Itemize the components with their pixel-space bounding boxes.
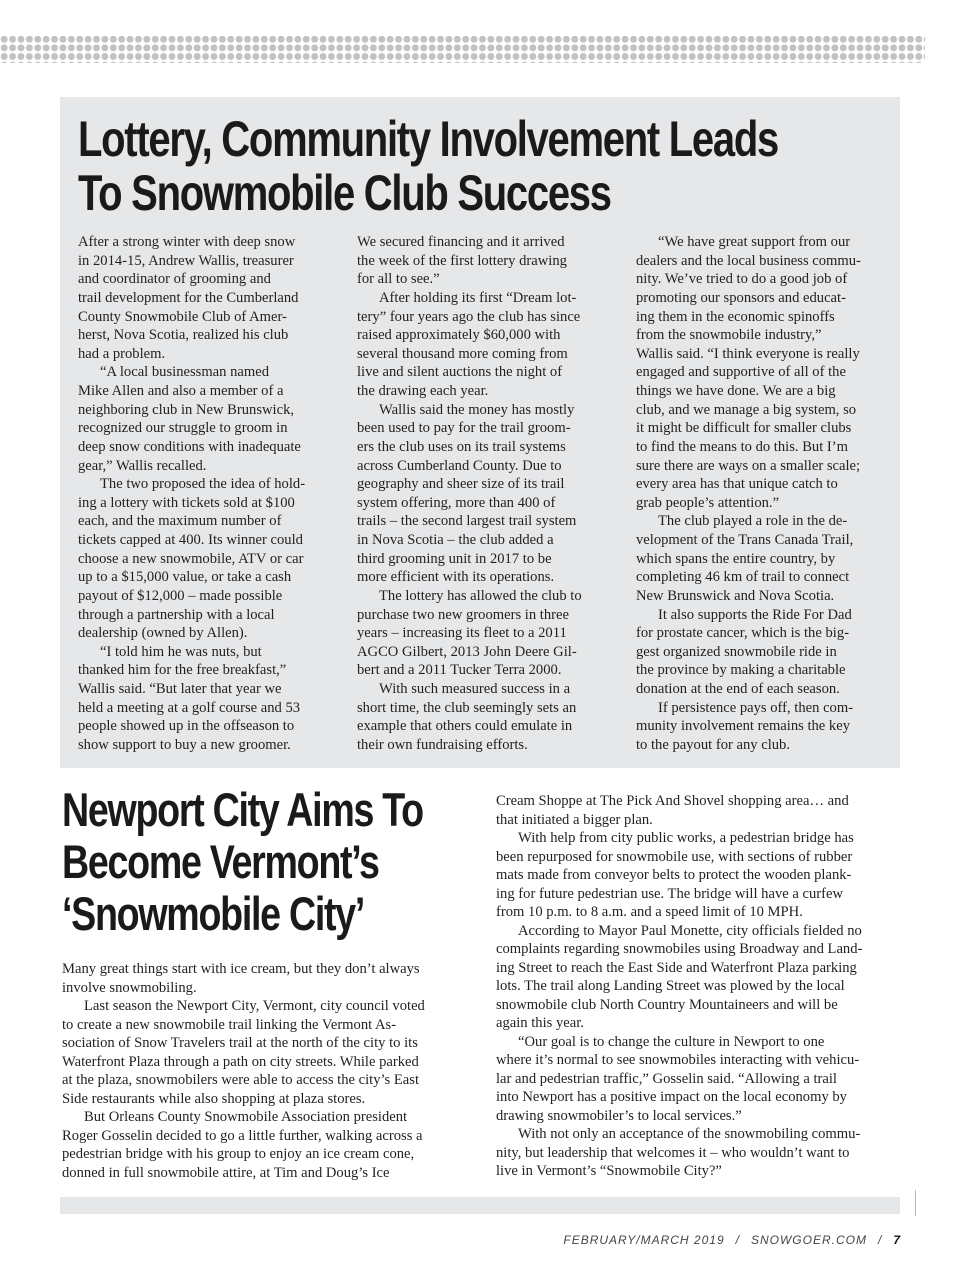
text-line: things we have done. We are a big — [636, 383, 836, 399]
text-line: recognized our struggle to groom in — [78, 420, 288, 437]
footer-separator: / — [877, 1233, 883, 1247]
text-line: sure there are ways on a smaller scale; — [636, 457, 861, 474]
text-line: again this year. — [496, 1015, 584, 1031]
headline-line: To Snowmobile Club Success — [78, 165, 611, 221]
text-line: nity, but leadership that welcomes it – who wouldn’t want to — [496, 1144, 850, 1161]
text-line: ing them in the economic spinoffs — [636, 308, 835, 325]
text-line: After holding its first “Dream lot- — [379, 289, 577, 306]
text-line: According to Mayor Paul Monette, city officials fielded no — [518, 922, 862, 939]
text-line: held a meeting at a golf course and 53 — [78, 699, 301, 716]
headline-line: ‘Snowmobile City’ — [62, 887, 365, 940]
text-line: lar and pedestrian traffic,” Gosselin said. “Allowing a trail — [496, 1070, 837, 1087]
text-line: completing 46 km of trail to connect — [636, 569, 850, 586]
text-line: into Newport has a positive impact on the local economy by — [496, 1089, 847, 1105]
text-line: each, and the maximum number of — [78, 513, 282, 530]
text-line: which spans the entire country, by — [636, 550, 836, 567]
text-line: thanked him for the free breakfast,” — [78, 662, 287, 679]
paragraph — [357, 289, 582, 401]
text-line: several thousand more coming from — [357, 345, 568, 362]
text-line: mats made from conveyor belts to protect the wooden plank- — [496, 867, 852, 883]
text-line: through a partnership with a local — [78, 606, 275, 623]
text-line: ers the club uses on its trail systems — [357, 438, 566, 455]
article-1-headline — [78, 112, 778, 220]
text-line: to find the means to do this. But I’m — [636, 438, 848, 455]
text-line: live in Vermont’s “Snowmobile City?” — [496, 1163, 722, 1179]
text-line: been repurposed for snowmobile use, with sections of rubber — [496, 848, 853, 865]
issue-date: FEBRUARY/MARCH 2019 — [563, 1233, 725, 1247]
paragraph — [496, 922, 862, 1033]
text-line: It also supports the Ride For Dad — [658, 606, 852, 623]
text-line: pedestrian bridge with his group to enjoy an ice cream cone, — [62, 1146, 415, 1162]
text-line: Mike Allen and also a member of a — [78, 383, 284, 399]
paragraph — [636, 699, 861, 755]
text-line: Waterfront Plaza through a path on city streets. While parked — [62, 1053, 419, 1070]
text-line: from the snowmobile industry,” — [636, 327, 822, 344]
text-line: gest organized snowmobile ride in — [636, 643, 837, 660]
text-line: been used to pay for the trail groom- — [357, 420, 571, 437]
article-1-column-1 — [78, 233, 305, 755]
text-line: Side restaurants while also shopping at plaza stores. — [62, 1090, 366, 1107]
text-line: live and silent auctions the night of — [357, 364, 563, 381]
divider — [915, 1190, 916, 1216]
text-line: After a strong winter with deep snow — [78, 234, 296, 250]
text-line: deep snow conditions with inadequate — [78, 438, 301, 455]
text-line: With help from city public works, a pedestrian bridge has — [518, 830, 854, 846]
text-line: their own fundraising efforts. — [357, 736, 528, 753]
text-line: the week of the first lottery drawing — [357, 252, 567, 269]
paragraph — [62, 997, 425, 1108]
paragraph — [496, 1125, 862, 1181]
text-line: But Orleans County Snowmobile Association president — [84, 1109, 408, 1125]
text-line: up to a $15,000 value, or take a cash — [78, 569, 292, 586]
headline-line: Newport City Aims To — [62, 783, 423, 836]
text-line: raised approximately $60,000 with — [357, 327, 561, 344]
text-line: years – increasing its fleet to a 2011 — [357, 625, 567, 642]
text-line: system offering, more than 400 of — [357, 494, 556, 511]
text-line: purchase two new groomers in three — [357, 606, 569, 623]
text-line: Roger Gosselin decided to go a little further, walking across a — [62, 1127, 423, 1144]
text-line: Wallis said. “But later that year we — [78, 681, 282, 697]
text-line: short time, the club seemingly sets an — [357, 699, 577, 716]
text-line: donned in full snowmobile attire, at Tim and Doug’s Ice — [62, 1164, 390, 1181]
text-line: people showed up in the offseason to — [78, 718, 295, 735]
text-line: donation at the end of each season. — [636, 681, 840, 697]
text-line: club, and we manage a big system, so — [636, 401, 857, 418]
paragraph — [496, 1033, 862, 1126]
text-line: “I told him he was nuts, but — [100, 643, 262, 660]
paragraph — [496, 829, 862, 922]
website: SNOWGOER.COM — [750, 1233, 867, 1247]
text-line: grab people’s attention.” — [636, 494, 780, 511]
text-line: ing a lottery with tickets sold at $100 — [78, 494, 295, 511]
paragraph — [357, 401, 582, 587]
headline-line: Become Vermont’s — [62, 835, 379, 888]
text-line: from 10 p.m. to 8 a.m. and a speed limit of 10 MPH. — [496, 904, 803, 920]
text-line: tickets capped at 400. Its winner could — [78, 532, 303, 548]
text-line: to create a new snowmobile trail linking the Vermont As- — [62, 1016, 397, 1033]
text-line: involve snowmobiling. — [62, 979, 197, 996]
headline-line: Lottery, Community Involvement Leads — [78, 111, 778, 167]
paragraph — [62, 1108, 425, 1182]
text-line: the province by making a charitable — [636, 662, 846, 679]
text-line: herst, Nova Scotia, realized his club — [78, 327, 289, 344]
text-line: it might be difficult for smaller clubs — [636, 420, 852, 437]
text-line: third grooming unit in 2017 to be — [357, 550, 552, 567]
text-line: Cream Shoppe at The Pick And Shovel shopping area… and — [496, 793, 849, 809]
text-line: choose a new snowmobile, ATV or car — [78, 550, 304, 567]
text-line: neighboring club in New Brunswick, — [78, 401, 295, 418]
text-line: gear,” Wallis recalled. — [78, 457, 207, 474]
text-line: payout of $12,000 – made possible — [78, 587, 283, 604]
text-line: County Snowmobile Club of Amer- — [78, 308, 287, 325]
paragraph — [62, 960, 425, 997]
footer-separator: / — [735, 1233, 740, 1247]
text-line: had a problem. — [78, 345, 166, 362]
paragraph — [636, 512, 861, 605]
article-1-column-3 — [636, 233, 861, 755]
text-line: where it’s normal to see snowmobiles interacting with vehicu- — [496, 1052, 860, 1068]
text-line: If persistence pays off, then com- — [658, 699, 854, 716]
text-line: tery” four years ago the club has since — [357, 308, 581, 325]
paragraph — [78, 643, 305, 755]
text-line: The two proposed the idea of hold- — [100, 476, 306, 493]
text-line: drawing snowmobiler’s to local services.” — [496, 1107, 742, 1124]
text-line: AGCO Gilbert, 2013 John Deere Gil- — [357, 643, 577, 660]
paragraph — [357, 587, 582, 680]
text-line: promoting our sponsors and educat- — [636, 289, 846, 306]
text-line: engaged and supportive of all of the — [636, 364, 846, 381]
text-line: complaints regarding snowmobiles using Broadway and Land- — [496, 941, 863, 957]
paragraph — [636, 606, 861, 699]
text-line: that initiated a bigger plan. — [496, 811, 653, 828]
text-line: dealers and the local business commu- — [636, 252, 861, 269]
text-line: We secured financing and it arrived — [357, 234, 565, 250]
text-line: to the payout for any club. — [636, 736, 791, 753]
article-1-column-2 — [357, 233, 582, 755]
text-line: “A local businessman named — [100, 364, 270, 381]
text-line: at the plaza, snowmobilers were able to access the city’s East — [62, 1072, 420, 1088]
paragraph — [357, 680, 582, 755]
paragraph — [496, 792, 862, 829]
text-line: in Nova Scotia – the club added a — [357, 532, 554, 548]
text-line: “Our goal is to change the culture in Newport to one — [518, 1033, 825, 1050]
text-line: The club played a role in the de- — [658, 513, 848, 530]
text-line: New Brunswick and Nova Scotia. — [636, 587, 835, 604]
text-line: every area has that unique catch to — [636, 476, 838, 493]
paragraph — [636, 233, 861, 512]
text-line: With such measured success in a — [379, 681, 571, 697]
text-line: for all to see.” — [357, 271, 440, 288]
text-line: in 2014-15, Andrew Wallis, treasurer — [78, 252, 294, 269]
decorative-dot-pattern — [0, 35, 925, 63]
text-line: “We have great support from our — [658, 234, 851, 250]
text-line: Last season the Newport City, Vermont, city council voted — [84, 998, 425, 1014]
text-line: velopment of the Trans Canada Trail, — [636, 532, 854, 548]
text-line: Wallis said. “I think everyone is really — [636, 345, 860, 362]
page-number: 7 — [893, 1233, 901, 1247]
text-line: across Cumberland County. Due to — [357, 457, 562, 474]
article-2-headline — [62, 784, 423, 940]
page-footer — [563, 1233, 901, 1247]
text-line: for prostate cancer, which is the big- — [636, 625, 849, 642]
text-line: With not only an acceptance of the snowmobiling commu- — [518, 1126, 861, 1142]
text-line: trails – the second largest trail system — [357, 513, 577, 530]
article-2-column-2 — [496, 792, 862, 1181]
text-line: ing Street to reach the East Side and Waterfront Plaza parking — [496, 959, 857, 976]
text-line: lots. The trail along Landing Street was plowed by the local — [496, 978, 845, 994]
paragraph — [78, 363, 305, 475]
text-line: show support to buy a new groomer. — [78, 736, 291, 753]
text-line: Wallis said the money has mostly — [379, 401, 575, 418]
text-line: example that others could emulate in — [357, 718, 573, 735]
text-line: ing for future pedestrian use. The bridge will have a curfew — [496, 885, 844, 902]
paragraph — [78, 475, 305, 643]
article-2-column-1 — [62, 960, 425, 1182]
text-line: dealership (owned by Allen). — [78, 625, 248, 642]
bottom-gray-bar — [60, 1197, 900, 1214]
text-line: The lottery has allowed the club to — [379, 587, 582, 604]
text-line: Many great things start with ice cream, but they don’t always — [62, 961, 420, 977]
text-line: nity. We’ve tried to do a good job of — [636, 271, 848, 288]
text-line: snowmobile club North Country Mountaineers and will be — [496, 996, 838, 1013]
paragraph — [78, 233, 305, 363]
text-line: sociation of Snow Travelers trail at the north of the city to its — [62, 1035, 418, 1051]
text-line: bert and a 2011 Tucker Terra 2000. — [357, 662, 562, 679]
text-line: munity involvement remains the key — [636, 718, 850, 735]
paragraph — [357, 233, 582, 289]
text-line: trail development for the Cumberland — [78, 289, 299, 306]
text-line: and coordinator of grooming and — [78, 271, 271, 288]
text-line: geography and sheer size of its trail — [357, 476, 565, 493]
text-line: the drawing each year. — [357, 383, 489, 399]
text-line: more efficient with its operations. — [357, 569, 555, 586]
